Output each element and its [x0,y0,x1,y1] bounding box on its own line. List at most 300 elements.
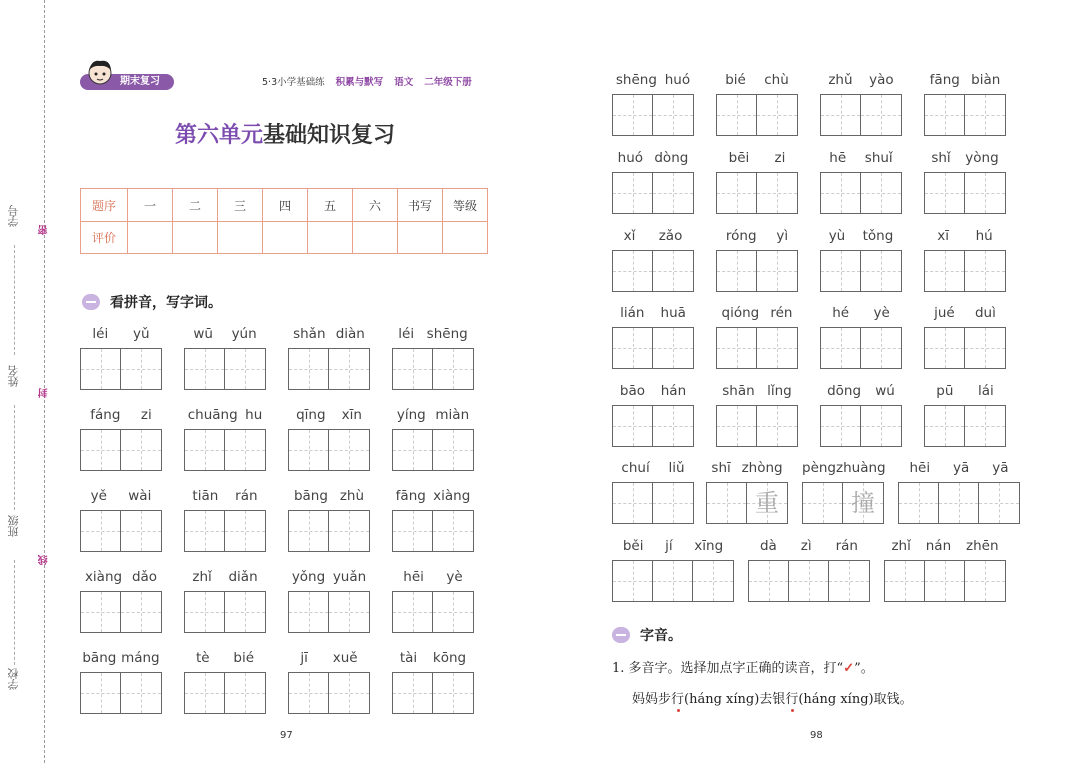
pinyin-row [820,228,902,244]
cell-char [613,561,652,601]
cell-char [653,561,692,601]
tianzige-grid [392,510,474,552]
cell-char [393,430,432,470]
writing-cell[interactable] [899,483,939,523]
writing-cell[interactable] [185,349,225,389]
writing-cell[interactable] [925,251,965,291]
writing-cell[interactable] [393,430,433,470]
writing-cell[interactable] [653,328,693,368]
pinyin-row [184,650,266,666]
cell-char [757,251,797,291]
writing-cell[interactable] [225,349,265,389]
pinyin-row [924,228,1006,244]
writing-cell[interactable] [757,95,797,135]
pinyin-syllable: yíng [396,407,426,423]
cell-char [185,673,224,713]
writing-cell[interactable] [965,406,1005,446]
grade-table-header [81,189,488,222]
word-item [716,305,798,369]
cell-char [185,592,224,632]
writing-cell[interactable] [329,430,369,470]
cell-char [925,251,964,291]
cell-char [717,173,756,213]
word-item [924,305,1006,369]
pinyin-syllable: chuāng [187,407,238,423]
student-id-label: 学号 [7,205,20,227]
cell-char [925,173,964,213]
writing-cell[interactable] [757,173,797,213]
tianzige-grid [924,250,1006,292]
writing-cell[interactable] [925,328,965,368]
pinyin-row [184,407,266,423]
writing-cell[interactable] [717,173,757,213]
writing-cell[interactable] [749,561,789,601]
cell-char [81,430,120,470]
cell-char [185,349,224,389]
writing-cell[interactable] [861,251,901,291]
word-item [706,460,788,524]
pinyin-syllable: yǒng [291,569,326,585]
writing-cell[interactable] [821,328,861,368]
cell-char [185,511,224,551]
eval-cell[interactable] [308,222,353,254]
pinyin-row [716,228,798,244]
word-item [884,538,1006,602]
pinyin-row [820,383,902,399]
writing-cell[interactable] [393,592,433,632]
pinyin-syllable: yì [776,228,789,244]
tianzige-grid [184,348,266,390]
pinyin-syllable: xuě [332,650,358,666]
page-number-right: 98 [810,730,823,741]
tianzige-grid [288,510,370,552]
writing-cell[interactable] [329,349,369,389]
pinyin-syllable: hé [832,305,850,321]
writing-cell[interactable] [329,511,369,551]
tianzige-grid [884,560,1006,602]
grade-header-cell: 二 [173,189,218,222]
tianzige-grid [716,327,798,369]
tianzige-grid [716,172,798,214]
cell-char [965,406,1005,446]
cell-char [717,251,756,291]
writing-cell[interactable] [289,673,329,713]
tianzige-grid [184,510,266,552]
pinyin-syllable: bié [725,72,746,88]
word-item [820,72,902,136]
cell-char [925,95,964,135]
writing-cell[interactable] [613,173,653,213]
pinyin-choice[interactable]: (háng xíng)取钱。 [798,692,913,707]
writing-cell[interactable] [289,511,329,551]
writing-cell[interactable] [965,251,1005,291]
pinyin-row [80,569,162,585]
writing-cell[interactable] [965,561,1005,601]
writing-cell[interactable] [185,592,225,632]
cell-char [613,251,652,291]
pinyin-row [612,383,694,399]
writing-cell[interactable] [185,673,225,713]
writing-cell[interactable] [81,430,121,470]
word-item [716,383,798,447]
eval-cell[interactable] [263,222,308,254]
name-label: 姓名 [7,365,20,387]
cell-char [653,173,693,213]
pinyin-syllable: yào [869,72,894,88]
cell-char [225,511,265,551]
writing-cell[interactable] [821,251,861,291]
writing-cell[interactable] [965,173,1005,213]
writing-cell[interactable] [861,328,901,368]
writing-cell[interactable] [393,673,433,713]
grade-level: 二年级下册 [424,77,472,88]
pinyin-syllable: hēi [909,460,931,476]
pinyin-row [612,72,694,88]
cell-char [653,328,693,368]
grade-header-cell: 一 [128,189,173,222]
grade-header-cell: 三 [218,189,263,222]
tianzige-grid [612,560,734,602]
writing-cell[interactable] [861,173,901,213]
cell-char [861,406,901,446]
cell-char [717,406,756,446]
writing-cell[interactable] [653,406,693,446]
cell-char [693,561,733,601]
cell-char [393,511,432,551]
pinyin-row [288,650,370,666]
grade-header-cell: 题序 [81,189,128,222]
binding-margin [0,0,60,763]
pinyin-syllable: léi [398,326,415,342]
cell-char [925,406,964,446]
word-item [392,407,474,471]
writing-cell[interactable] [433,511,473,551]
writing-cell[interactable] [717,95,757,135]
tianzige-grid [80,348,162,390]
title-topic: 基础知识复习 [263,123,396,148]
pinyin-choice[interactable]: (háng xíng)去银 [684,692,786,707]
cell-char [613,95,652,135]
pinyin-syllable: miàn [435,407,470,423]
pinyin-syllable: huó [664,72,691,88]
section-number-badge [82,294,100,310]
cell-char [757,173,797,213]
pinyin-row [392,326,474,342]
tianzige-grid [184,429,266,471]
writing-cell[interactable] [789,561,829,601]
writing-cell[interactable] [329,673,369,713]
pinyin-row [612,228,694,244]
pinyin-syllable: zhòng [741,460,783,476]
writing-cell[interactable] [829,561,869,601]
eval-cell[interactable] [443,222,488,254]
tianzige-grid [706,482,788,524]
eval-cell[interactable] [218,222,263,254]
word-item [392,488,474,552]
tianzige-grid [288,348,370,390]
pinyin-syllable: huā [660,305,686,321]
eval-label: 评价 [81,222,128,254]
pinyin-row [288,407,370,423]
writing-cell[interactable] [757,406,797,446]
pinyin-syllable: bēi [728,150,750,166]
writing-cell[interactable] [329,592,369,632]
cell-char [81,511,120,551]
writing-cell[interactable] [121,592,161,632]
pinyin-syllable: yuǎn [332,569,367,585]
writing-cell[interactable] [393,349,433,389]
writing-cell[interactable] [965,328,1005,368]
eval-cell[interactable] [173,222,218,254]
cell-char [803,483,842,523]
cell-char [329,673,369,713]
dotted-char: 行 [671,692,685,707]
tianzige-grid [716,405,798,447]
writing-cell[interactable] [81,592,121,632]
pinyin-row [820,72,902,88]
writing-cell[interactable] [185,430,225,470]
tianzige-grid [392,672,474,714]
pinyin-row [716,305,798,321]
eval-cell[interactable] [398,222,443,254]
pinyin-row [392,488,474,504]
pinyin-syllable: tǒng [862,228,894,244]
writing-cell[interactable] [121,673,161,713]
writing-cell[interactable] [693,561,733,601]
writing-cell[interactable] [717,406,757,446]
pinyin-syllable: yè [873,305,890,321]
pinyin-syllable: fāng [929,72,960,88]
pinyin-row [184,326,266,342]
writing-cell[interactable] [653,483,693,523]
pinyin-syllable: shān [722,383,755,399]
book-header [262,74,472,88]
cell-char [829,561,869,601]
writing-cell[interactable] [979,483,1019,523]
grade-header-cell: 五 [308,189,353,222]
word-item [612,305,694,369]
pinyin-row [184,569,266,585]
pinyin-syllable: wài [128,488,152,504]
pinyin-syllable: wū [193,326,213,342]
cell-char [965,561,1005,601]
pinyin-row [924,72,1006,88]
pinyin-syllable: fáng [90,407,121,423]
word-item [392,569,474,633]
tianzige-grid [288,591,370,633]
pinyin-row [80,407,162,423]
writing-cell[interactable] [861,406,901,446]
cell-char [821,173,860,213]
binding-dashed-line [44,0,45,763]
writing-cell[interactable] [821,406,861,446]
writing-cell[interactable] [925,561,965,601]
writing-cell[interactable] [225,511,265,551]
pinyin-syllable: shuǐ [864,150,893,166]
pinyin-row [288,326,370,342]
word-item [80,326,162,390]
series-name: 5·3小学基础练 [262,77,325,88]
tianzige-grid [924,405,1006,447]
writing-cell[interactable] [925,406,965,446]
cell-char [225,592,265,632]
writing-cell[interactable] [843,483,883,523]
writing-cell[interactable] [121,511,161,551]
tianzige-grid [612,482,694,524]
pinyin-syllable: běi [622,538,644,554]
writing-cell[interactable] [653,561,693,601]
writing-cell[interactable] [185,511,225,551]
cell-char [757,406,797,446]
writing-cell[interactable] [433,349,473,389]
eval-cell[interactable] [353,222,398,254]
pinyin-syllable: rán [835,538,858,554]
question-1 [612,657,874,676]
pinyin-row [898,460,1020,476]
section-2-title: 字音。 [640,628,682,644]
writing-cell[interactable] [885,561,925,601]
writing-cell[interactable] [925,173,965,213]
cell-char [965,173,1005,213]
pinyin-syllable: diàn [335,326,365,342]
cell-char [121,511,161,551]
grade-header-cell: 六 [353,189,398,222]
writing-cell[interactable] [821,95,861,135]
writing-cell[interactable] [803,483,843,523]
eval-cell[interactable] [128,222,173,254]
word-item [924,72,1006,136]
writing-cell[interactable] [393,511,433,551]
pinyin-syllable: xǐ [623,228,636,244]
tianzige-grid [820,94,902,136]
pinyin-syllable: pèng [802,460,837,476]
writing-cell[interactable] [821,173,861,213]
section-2-heading [612,625,682,645]
word-item [288,569,370,633]
writing-cell[interactable] [653,173,693,213]
pinyin-row [80,488,162,504]
pinyin-syllable: rén [770,305,793,321]
tianzige-grid [184,591,266,633]
pinyin-syllable: jué [934,305,955,321]
cell-char [329,349,369,389]
writing-cell[interactable] [613,95,653,135]
pinyin-syllable: dà [759,538,777,554]
pinyin-row [716,72,798,88]
writing-cell[interactable] [861,95,901,135]
writing-cell[interactable] [81,673,121,713]
tianzige-grid [820,172,902,214]
pinyin-syllable: dòng [654,150,689,166]
pinyin-syllable: yù [828,228,846,244]
writing-cell[interactable] [925,95,965,135]
pinyin-syllable: lián [620,305,645,321]
writing-cell[interactable] [289,349,329,389]
writing-cell[interactable] [433,430,473,470]
writing-cell[interactable] [121,349,161,389]
writing-cell[interactable] [433,592,473,632]
grade-header-cell: 四 [263,189,308,222]
section-1-title: 看拼音，写字词。 [110,295,222,311]
pinyin-syllable: duì [974,305,996,321]
writing-cell[interactable] [717,328,757,368]
cell-char: 重 [755,489,779,517]
writing-cell[interactable] [225,673,265,713]
tianzige-grid [392,591,474,633]
tianzige-grid [184,672,266,714]
writing-cell[interactable] [747,483,787,523]
pinyin-syllable: xiàng [433,488,471,504]
mascot-icon [84,56,116,88]
name-line [14,405,15,510]
pinyin-syllable: huó [617,150,644,166]
pinyin-syllable: bāng [293,488,328,504]
writing-cell[interactable] [717,251,757,291]
writing-cell[interactable] [653,251,693,291]
tianzige-grid [748,560,870,602]
writing-cell[interactable] [121,430,161,470]
writing-cell[interactable] [225,592,265,632]
writing-cell[interactable] [225,430,265,470]
tianzige-grid [820,405,902,447]
writing-cell[interactable] [613,406,653,446]
word-item [612,150,694,214]
pinyin-syllable: zi [140,407,152,423]
pinyin-syllable: liǔ [668,460,685,476]
writing-cell[interactable] [653,95,693,135]
pinyin-syllable: lǐng [767,383,792,399]
writing-cell[interactable] [433,673,473,713]
pinyin-syllable: tài [399,650,418,666]
writing-cell[interactable] [757,328,797,368]
tianzige-grid [80,672,162,714]
writing-cell[interactable] [289,592,329,632]
grade-header-cell: 等级 [443,189,488,222]
question-1-end: ”。 [854,661,874,676]
writing-cell[interactable] [965,95,1005,135]
pinyin-syllable: zǎo [658,228,683,244]
cell-char [653,406,693,446]
pinyin-syllable: yā [953,460,970,476]
seal-mark-xian: 线 [39,555,50,565]
question-1-sentence [632,688,913,707]
writing-cell[interactable] [707,483,747,523]
cell-char [821,328,860,368]
writing-cell[interactable] [81,349,121,389]
writing-cell[interactable] [613,251,653,291]
pinyin-syllable: xīng [694,538,724,554]
writing-cell[interactable] [289,430,329,470]
pinyin-syllable: hē [829,150,847,166]
word-item [820,383,902,447]
word-item [924,383,1006,447]
tianzige-grid [612,172,694,214]
writing-cell[interactable] [81,511,121,551]
writing-cell[interactable] [613,328,653,368]
page-number-left: 97 [280,730,293,741]
class-line [14,560,15,665]
writing-cell[interactable] [613,561,653,601]
cell-char [899,483,938,523]
word-item [184,488,266,552]
writing-cell[interactable] [939,483,979,523]
pinyin-syllable: jī [300,650,308,666]
writing-cell[interactable] [757,251,797,291]
word-item [802,460,884,524]
word-item [288,650,370,714]
writing-cell[interactable] [613,483,653,523]
pinyin-row [802,460,884,476]
